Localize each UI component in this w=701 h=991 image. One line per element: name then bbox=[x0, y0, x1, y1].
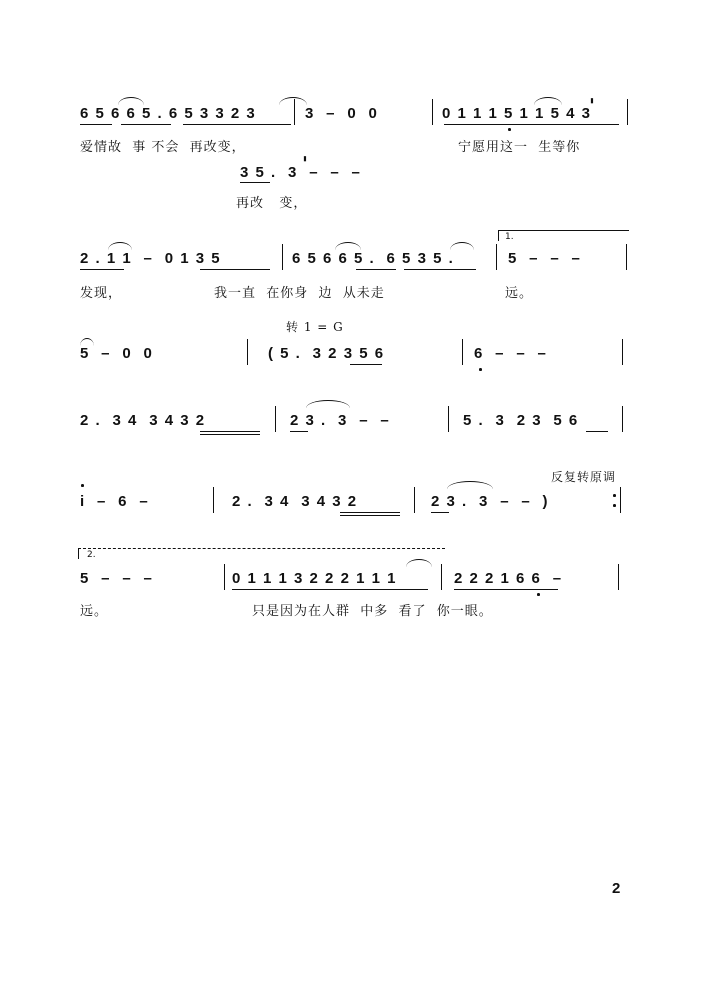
measure-notes: 2 3 . 3 – – ) bbox=[431, 493, 550, 510]
barline bbox=[622, 339, 623, 365]
beam bbox=[200, 269, 270, 270]
lyric-line: 远。 bbox=[80, 604, 109, 619]
beam bbox=[200, 431, 260, 432]
beam bbox=[404, 269, 476, 270]
measure-notes: ( 5 . 3 2 3 5 6 bbox=[268, 345, 385, 362]
barline bbox=[224, 564, 225, 590]
barline bbox=[620, 487, 621, 513]
slur bbox=[118, 97, 144, 105]
lyric-line: 远。 bbox=[505, 286, 534, 301]
measure-notes: 2 . 1 1 – 0 1 3 5 bbox=[80, 250, 222, 267]
slur bbox=[335, 242, 361, 250]
lyric-line: 我一直 在你身 边 从未走 bbox=[214, 286, 385, 301]
barline bbox=[618, 564, 619, 590]
volta-number: 2. bbox=[87, 550, 96, 560]
barline bbox=[282, 244, 283, 270]
measure-notes: 2 3 . 3 – – bbox=[290, 412, 391, 429]
mordent-icon: ᱾᱾ bbox=[590, 95, 592, 107]
beam bbox=[431, 512, 449, 513]
mordent-icon: ᱾᱾ bbox=[303, 153, 305, 165]
lyric-line: 只是因为在人群 中多 看了 你一眼。 bbox=[252, 604, 493, 619]
lyric-line: 爱情故 事 不会 再改变， bbox=[80, 140, 246, 155]
measure-notes: 2 . 3 4 3 4 3 2 bbox=[80, 412, 206, 429]
measure-notes: 6 5 6 6 5 . 6 5 3 3 2 3 bbox=[80, 105, 257, 122]
beam bbox=[80, 124, 112, 125]
beam bbox=[183, 124, 291, 125]
measure-notes: 5 – 0 0 bbox=[80, 345, 154, 362]
volta-bracket bbox=[78, 548, 445, 559]
slur bbox=[406, 559, 432, 567]
barline bbox=[627, 99, 628, 125]
barline bbox=[441, 564, 442, 590]
beam bbox=[586, 431, 608, 432]
repeat-dot bbox=[613, 494, 616, 497]
low-octave-dot bbox=[508, 128, 511, 131]
measure-notes: 0 1 1 1 3 2 2 2 1 1 1 bbox=[232, 570, 397, 587]
slur bbox=[306, 400, 350, 408]
beam bbox=[444, 124, 619, 125]
measure-notes: 6 5 6 6 5 . 6 5 3 5 . bbox=[292, 250, 455, 267]
barline bbox=[213, 487, 214, 513]
measure-notes: 5 . 3 2 3 5 6 bbox=[463, 412, 579, 429]
barline bbox=[247, 339, 248, 365]
repeat-marking: 反复转原调 bbox=[551, 470, 617, 484]
measure-notes: 6 – – – bbox=[474, 345, 548, 362]
beam bbox=[356, 269, 396, 270]
measure-notes: 5 – – – bbox=[80, 570, 154, 587]
beam bbox=[200, 434, 260, 435]
beam bbox=[121, 124, 171, 125]
low-octave-dot bbox=[537, 593, 540, 596]
barline bbox=[462, 339, 463, 365]
barline bbox=[414, 487, 415, 513]
slur bbox=[447, 481, 493, 489]
slur bbox=[534, 97, 562, 105]
beam bbox=[240, 182, 270, 183]
high-octave-dot bbox=[81, 484, 84, 487]
measure-notes: 2 2 2 1 6 6 – bbox=[454, 570, 563, 587]
lyric-line: 发现， bbox=[80, 286, 123, 301]
barline bbox=[622, 406, 623, 432]
repeat-dot bbox=[613, 504, 616, 507]
barline bbox=[275, 406, 276, 432]
beam bbox=[340, 512, 400, 513]
alternate-notes: 3 5 . 3 – – – bbox=[240, 164, 362, 181]
lyric-line: 宁愿用这一 生等你 bbox=[458, 140, 581, 155]
beam bbox=[290, 431, 308, 432]
alternate-lyrics: 再改 变， bbox=[236, 196, 308, 211]
beam bbox=[232, 589, 428, 590]
slur bbox=[279, 97, 307, 105]
measure-notes: 2 . 3 4 3 4 3 2 bbox=[232, 493, 358, 510]
barline bbox=[496, 244, 497, 270]
measure-notes: 5 – – – bbox=[508, 250, 582, 267]
barline bbox=[626, 244, 627, 270]
low-octave-dot bbox=[479, 368, 482, 371]
beam bbox=[340, 515, 400, 516]
beam bbox=[350, 364, 382, 365]
measure-notes: 3 – 0 0 bbox=[305, 105, 379, 122]
measure-notes: i – 6 – bbox=[80, 493, 150, 510]
key-change-marking: 转 1 = G bbox=[286, 320, 344, 334]
barline bbox=[432, 99, 433, 125]
page-number: 2 bbox=[612, 880, 621, 897]
beam bbox=[454, 589, 558, 590]
beam bbox=[80, 269, 124, 270]
slur bbox=[108, 242, 132, 250]
slur bbox=[450, 242, 474, 250]
volta-bracket bbox=[498, 230, 629, 241]
barline bbox=[448, 406, 449, 432]
volta-number: 1. bbox=[505, 232, 514, 242]
measure-notes: 0 1 1 1 5 1 1 5 4 3 bbox=[442, 105, 592, 122]
